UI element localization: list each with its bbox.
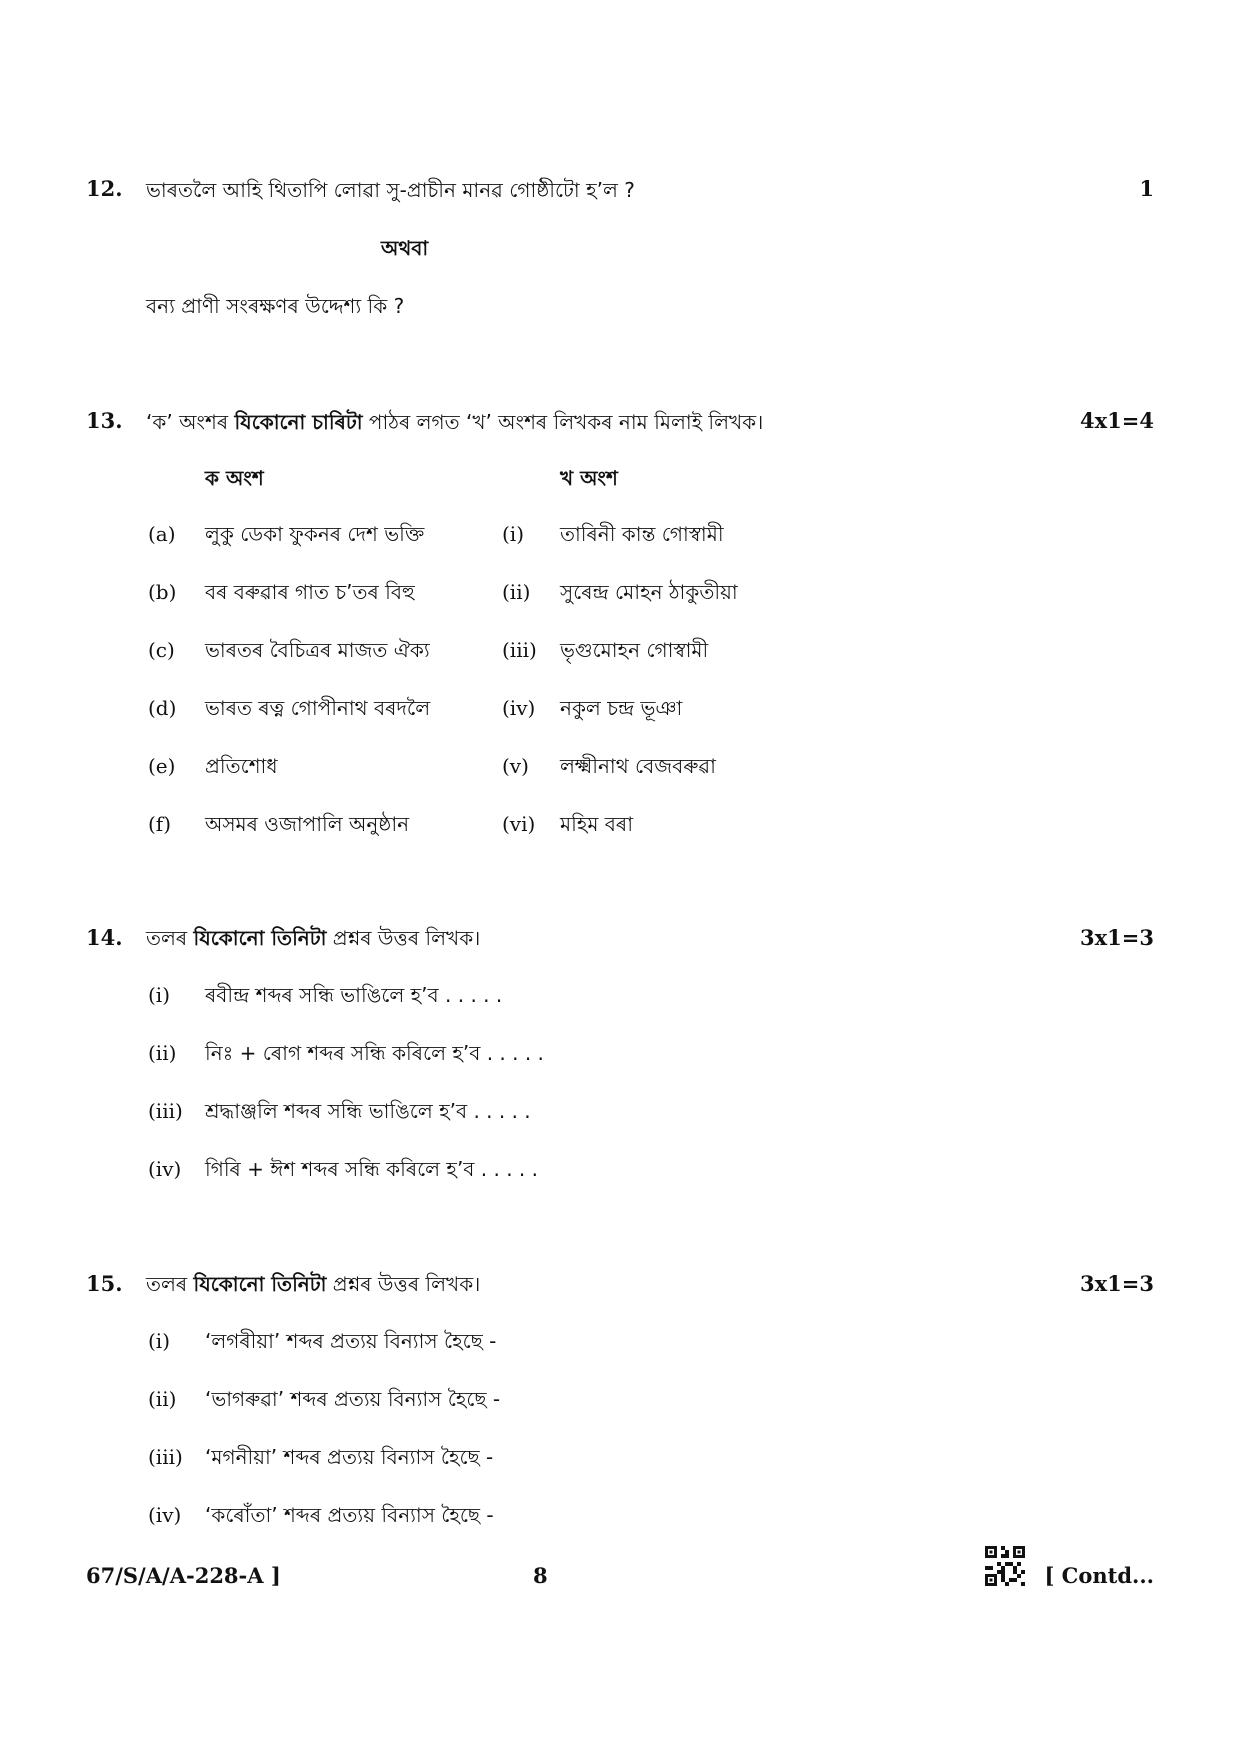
row-a-text: বৰ বৰুৱাৰ গাত চ’তৰ বিহু xyxy=(205,580,415,604)
question-13-text xyxy=(146,408,763,441)
question-13-text-bold: যিকোনো চাৰিটা xyxy=(234,410,363,434)
column-a-header: ক অংশ xyxy=(205,466,264,490)
row-b-label: (v) xyxy=(502,754,529,778)
row-a-text: ভাৰতৰ বৈচিত্ৰৰ মাজত ঐক্য xyxy=(205,638,430,662)
column-b-header: খ অংশ xyxy=(560,466,618,490)
question-14-item-text: নিঃ + ৰোগ শব্দৰ সন্ধি কৰিলে হ’ব . . . . . xyxy=(205,1041,544,1065)
question-15-text-pre: তলৰ xyxy=(146,1272,194,1296)
row-a-label: (c) xyxy=(148,638,175,662)
question-15-item-text: ‘ভাগৰুৱা’ শব্দৰ প্ৰত্যয় বিন্যাস হৈছে - xyxy=(205,1387,501,1411)
question-14-text-post: প্ৰশ্নৰ উত্তৰ লিখক। xyxy=(326,926,481,950)
question-14-item-text: শ্ৰদ্ধাঞ্জলি শব্দৰ সন্ধি ভাঙিলে হ’ব . . . . . xyxy=(205,1099,531,1123)
continued-label: [ Contd... xyxy=(1044,1563,1154,1588)
row-b-text: নকুল চন্দ্ৰ ভূঞা xyxy=(560,696,683,720)
question-12-text: ভাৰতলৈ আহি থিতাপি লোৱা সু-প্ৰাচীন মানৱ গোষ্ঠীটো হ’ল ? xyxy=(146,178,635,202)
row-b-label: (iii) xyxy=(502,638,537,662)
row-a-label: (a) xyxy=(148,522,176,546)
row-b-label: (vi) xyxy=(502,812,536,836)
question-13-marks: 4x1=4 xyxy=(1080,408,1154,433)
row-a-text: প্ৰতিশোধ xyxy=(205,754,278,778)
row-b-text: ভৃগুমোহন গোস্বামী xyxy=(560,638,709,662)
page-number: 8 xyxy=(533,1563,548,1588)
paper-code: 67/S/A/A-228-A ] xyxy=(86,1563,281,1588)
question-13-number: 13. xyxy=(86,408,123,433)
row-b-label: (i) xyxy=(502,522,525,546)
question-15-text-bold: যিকোনো তিনিটা xyxy=(193,1272,327,1296)
question-14-item-text: ৰবীন্দ্ৰ শব্দৰ সন্ধি ভাঙিলে হ’ব . . . . . xyxy=(205,983,503,1007)
question-15-marks: 3x1=3 xyxy=(1080,1271,1154,1296)
question-15-text xyxy=(146,1270,480,1303)
question-15-item-text: ‘লগৰীয়া’ শব্দৰ প্ৰত্যয় বিন্যাস হৈছে - xyxy=(205,1329,497,1353)
row-a-label: (b) xyxy=(148,580,177,604)
question-14-item-label: (iv) xyxy=(148,1157,182,1181)
question-14-item-label: (i) xyxy=(148,983,171,1007)
row-b-text: লক্ষ্মীনাথ বেজবৰুৱা xyxy=(560,754,716,778)
question-13-text-post: পাঠৰ লগত ‘খ’ অংশৰ লিখকৰ নাম মিলাই লিখক। xyxy=(362,410,764,434)
row-a-text: অসমৰ ওজাপালি অনুষ্ঠান xyxy=(205,812,410,836)
question-12-marks: 1 xyxy=(1139,176,1154,201)
row-b-label: (ii) xyxy=(502,580,531,604)
question-12-or-label: অথবা xyxy=(381,236,429,260)
row-a-label: (f) xyxy=(148,812,172,836)
question-14-number: 14. xyxy=(86,925,123,950)
question-15-text-post: প্ৰশ্নৰ উত্তৰ লিখক। xyxy=(326,1272,481,1296)
qr-code-icon xyxy=(985,1546,1025,1586)
question-14-text xyxy=(146,924,480,957)
question-15-item-label: (i) xyxy=(148,1329,171,1353)
row-a-text: লুকু ডেকা ফুকনৰ দেশ ভক্তি xyxy=(205,522,425,546)
question-15-number: 15. xyxy=(86,1271,123,1296)
row-b-text: তাৰিনী কান্ত গোস্বামী xyxy=(560,522,724,546)
question-12-number: 12. xyxy=(86,176,123,201)
question-14-item-label: (iii) xyxy=(148,1099,183,1123)
row-b-label: (iv) xyxy=(502,696,536,720)
row-a-text: ভাৰত ৰত্ন গোপীনাথ বৰদলৈ xyxy=(205,696,431,720)
question-14-text-pre: তলৰ xyxy=(146,926,194,950)
question-14-item-text: গিৰি + ঈশ শব্দৰ সন্ধি কৰিলে হ’ব . . . . . xyxy=(205,1157,539,1181)
row-a-label: (d) xyxy=(148,696,177,720)
row-a-label: (e) xyxy=(148,754,176,778)
question-15-item-label: (ii) xyxy=(148,1387,177,1411)
question-15-item-text: ‘মগনীয়া’ শব্দৰ প্ৰত্যয় বিন্যাস হৈছে - xyxy=(205,1445,494,1469)
question-15-item-label: (iv) xyxy=(148,1503,182,1527)
question-15-item-text: ‘কৰোঁতা’ শব্দৰ প্ৰত্যয় বিন্যাস হৈছে - xyxy=(205,1503,494,1527)
question-15-item-label: (iii) xyxy=(148,1445,183,1469)
question-12-alt-text: বন্য প্ৰাণী সংৰক্ষণৰ উদ্দেশ্য কি ? xyxy=(146,294,405,318)
question-14-item-label: (ii) xyxy=(148,1041,177,1065)
row-b-text: মহিম বৰা xyxy=(560,812,633,836)
question-14-marks: 3x1=3 xyxy=(1080,925,1154,950)
question-14-text-bold: যিকোনো তিনিটা xyxy=(193,926,327,950)
row-b-text: সুৰেন্দ্ৰ মোহন ঠাকুতীয়া xyxy=(560,580,738,604)
question-13-text-pre: ‘ক’ অংশৰ xyxy=(146,410,235,434)
